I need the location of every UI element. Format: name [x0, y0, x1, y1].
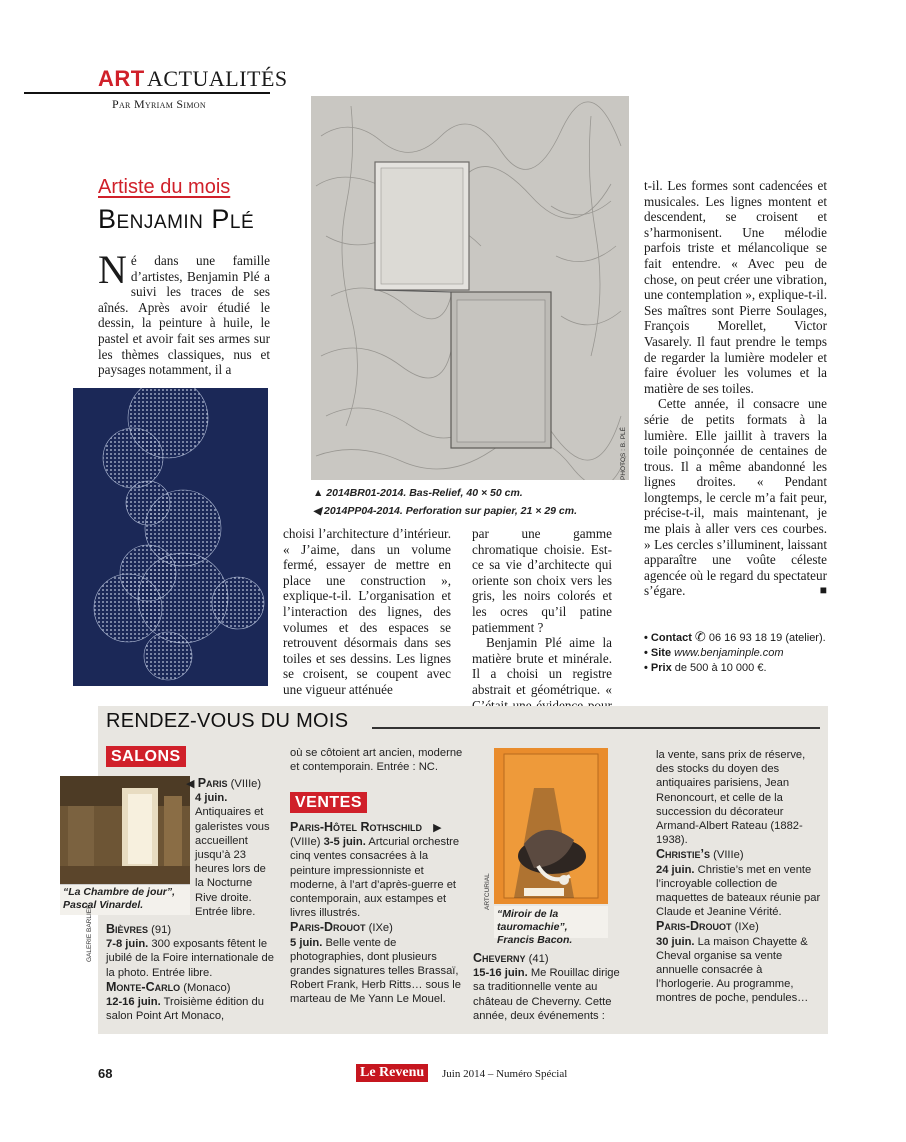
phone-icon: ✆	[694, 629, 706, 644]
salon-continuation: où se côtoient art ancien, moderne et contemporain. Entrée : NC.	[290, 747, 463, 774]
monte-carlo-country: (Monaco)	[183, 981, 231, 994]
monte-carlo-date: 12-16 juin.	[106, 996, 161, 1009]
agenda-column-2	[290, 746, 470, 774]
agenda-title: RENDEZ-VOUS DU MOIS	[106, 710, 349, 732]
drouot1-district: (IXe)	[368, 922, 393, 935]
bacon-artwork	[494, 748, 608, 904]
vinardel-caption: “La Chambre de jour”, Pascal Vinardel.	[63, 886, 176, 911]
price-label: • Prix	[644, 662, 672, 674]
cheverny-text: Me Rouillac dirige sa traditionnelle vente au château de Cheverny. Cette année, deux événements :	[473, 967, 620, 1022]
column-1-text: é dans une famille d’artistes, Benjamin Plé a suivi les traces de ses aînés. Après avoir étudié le dessin, la peinture à huile, le pastel et avoir fait ses armes sur les thèmes classiques, nus et paysages notamment, il a	[98, 253, 270, 378]
agenda-item-cheverny	[473, 951, 633, 1023]
christies-date: 24 juin.	[656, 863, 695, 876]
vinardel-painting	[60, 776, 190, 884]
salons-tag: SALONS	[106, 746, 186, 767]
column-3-paragraph-2: Benjamin Plé aime la matière brute et minérale. Il a choisi un registre abstrait et géométrique. «	[472, 635, 612, 697]
paris-text: Antiquaires et galeristes vous accueillent jusqu’à 23 heures lors de la Nocturne Rive droite. Entrée libre.	[195, 806, 270, 918]
rothschild-district: (VIIIe)	[290, 836, 321, 849]
cheverny-dept: (41)	[528, 953, 549, 965]
column-4-paragraph-2-text: Cette année, il consacre une série de petits formats à la lumière. Elle jaillit à travers la toile poinçonnée de centaines de trous. Il a même abandonné les lignes droites. « Pendant longtemps, le cercle m’a fait peur, précise-t-il, mais maintenant, je me plais à aller vers ces courbes. » Les cercles s’illuminent, laissant apparaître une voûte céleste agencée où le regard du spectateur s’égare.	[644, 396, 827, 599]
feature-column-4	[644, 178, 827, 599]
site-label: • Site	[644, 647, 672, 659]
feature-column-2	[283, 526, 451, 698]
paris-date: 4 juin.	[195, 792, 228, 805]
column-4-paragraph-1: t-il. Les formes sont cadencées et musicales. Les lignes montent et descendent, se croisent et s’harmonisent. Une mélodie parfois triste et mélancolique se fait entendre. « Avec peu de chose, on peut créer une vibration, une contemplation », explique-t-il. Ses maîtres sont Pierre Soulages, François Morellet, Victor Vasarely. Il faut prendre le temps de regarder la lumière modeler et faire évoluer les volumes et la matière de ses toiles.	[644, 178, 827, 396]
feature-column-1	[98, 247, 270, 378]
bacon-painting	[494, 748, 608, 904]
agenda-item-rothschild	[290, 820, 470, 1007]
bievres-text: 300 exposants fêtent le jubilé de la Foire internationale de la photo. Entrée libre.	[106, 938, 274, 979]
drouot2-text: La maison Chayette & Cheval organise sa vente annuelle consacrée à l’horlogerie. Au programme, montres de poche, pendules…	[656, 935, 809, 1005]
right-arrow-icon: ▶	[433, 822, 442, 834]
monte-carlo-text: Troisième édition du salon Point Art Monaco,	[106, 996, 264, 1023]
rothschild-text: Artcurial orchestre cinq ventes consacrées à la peinture impressionniste et moderne, à l’art d’après-guerre et contemporain, aux estampes et livres illustrés.	[290, 836, 460, 920]
column-4-paragraph-2	[644, 396, 827, 599]
section-label-actualites: ACTUALITÉS	[147, 66, 288, 91]
bacon-caption: “Miroir de la tauromachie”, Francis Bacon.	[497, 908, 573, 946]
drouot2-district: (IXe)	[734, 921, 759, 934]
agenda-title-rule	[372, 727, 820, 729]
contact-phone: 06 16 93 18 19 (atelier).	[708, 632, 826, 644]
caption-bas-relief: ▲ 2014BR01-2014. Bas-Relief, 40 × 50 cm.	[313, 487, 523, 499]
bas-relief-image	[311, 96, 629, 480]
agenda-column-4	[656, 748, 822, 1006]
drop-cap: N	[98, 247, 127, 292]
magazine-logo: Le Revenu	[356, 1064, 428, 1082]
feature-kicker: Artiste du mois	[98, 176, 231, 198]
cheverny-continuation: la vente, sans prix de réserve, des stocks du doyen des antiquaires parisiens, Jean Renoncourt, et celle de la succession du décorateur Armand-Albert Rateau (1882-1938).	[656, 749, 806, 847]
drouot1-title: Paris-Drouot	[290, 920, 366, 935]
price-value: de 500 à 10 000 €.	[674, 662, 767, 674]
bievres-dept: (91)	[151, 924, 172, 936]
cheverny-city: Cheverny	[473, 951, 526, 965]
issue-info: Juin 2014 – Numéro Spécial	[442, 1068, 568, 1080]
left-arrow-icon: ◀	[186, 778, 195, 790]
page-number: 68	[98, 1066, 113, 1081]
agenda-item-paris	[186, 776, 274, 919]
header-rule	[24, 92, 270, 94]
vinardel-artwork	[60, 776, 190, 884]
christies-text: Christie’s met en vente l’incroyable collection de maquettes de bateaux réunie par Claude et Jeanine Vérité.	[656, 863, 821, 919]
end-mark: ■	[819, 583, 827, 598]
rothschild-title: Paris-Hôtel Rothschild	[290, 820, 423, 834]
rothschild-date: 3-5 juin.	[323, 836, 366, 849]
agenda-item-bievres	[106, 922, 274, 1023]
column-3-paragraph-1: par une gamme chromatique choisie. Est-ce sa vie d’architecte qui oriente son choix vers les gris, les noirs colorés et les ocres qu’il patine patiemment ?	[472, 526, 612, 635]
monte-carlo-city: Monte-Carlo	[106, 979, 181, 994]
contact-label: • Contact	[644, 632, 692, 644]
christies-title: Christie’s	[656, 847, 711, 862]
bacon-caption-box	[494, 906, 608, 946]
artist-name: Benjamin Plé	[98, 204, 255, 234]
feature-column-3	[472, 526, 612, 729]
byline: Par Myriam Simon	[112, 97, 206, 111]
caption-perforation: ◀ 2014PP04-2014. Perforation sur papier, 21 × 29 cm.	[313, 505, 578, 517]
vinardel-caption-box	[60, 884, 190, 915]
drouot2-date: 30 juin.	[656, 935, 695, 948]
bievres-date: 7-8 juin.	[106, 938, 149, 951]
perforation-artwork	[73, 388, 268, 686]
drouot2-title: Paris-Drouot	[656, 919, 732, 934]
drouot1-text: Belle vente de photographies, dont plusieurs grandes signatures telles Brassaï, Robert Frank, Herb Ritts… sous le marteau de Me Yann Le Mouel.	[290, 936, 461, 1006]
cheverny-date: 15-16 juin.	[473, 967, 528, 980]
contact-info	[644, 629, 827, 676]
section-label-art: ART	[98, 66, 145, 91]
site-link[interactable]: www.benjaminple.com	[674, 647, 784, 659]
bacon-credit: ARTCURIAL	[484, 873, 491, 910]
paris-city: Paris	[197, 776, 228, 790]
bievres-city: Bièvres	[106, 922, 149, 936]
drouot1-date: 5 juin.	[290, 936, 323, 949]
perforation-image	[73, 388, 268, 686]
photo-credit: PHOTOS : B. PLÉ	[620, 427, 627, 480]
vinardel-credit: GALERIE BARLIER	[86, 904, 93, 962]
christies-district: (VIIIe)	[713, 849, 744, 862]
ventes-tag: VENTES	[290, 792, 367, 813]
column-2-text: choisi l’architecture d’intérieur. « J’aime, dans un volume fermé, essayer de mettre en place une construction », explique-t-il. L’organisation et l’interaction des lignes, des volumes et des espaces se retrouvent désormais dans ses toiles et ses dessins. Les lignes se croisent, se coupent avec une vigueur atténuée	[283, 526, 451, 697]
bas-relief-artwork	[311, 96, 629, 480]
paris-district: (VIIIe)	[230, 778, 262, 790]
